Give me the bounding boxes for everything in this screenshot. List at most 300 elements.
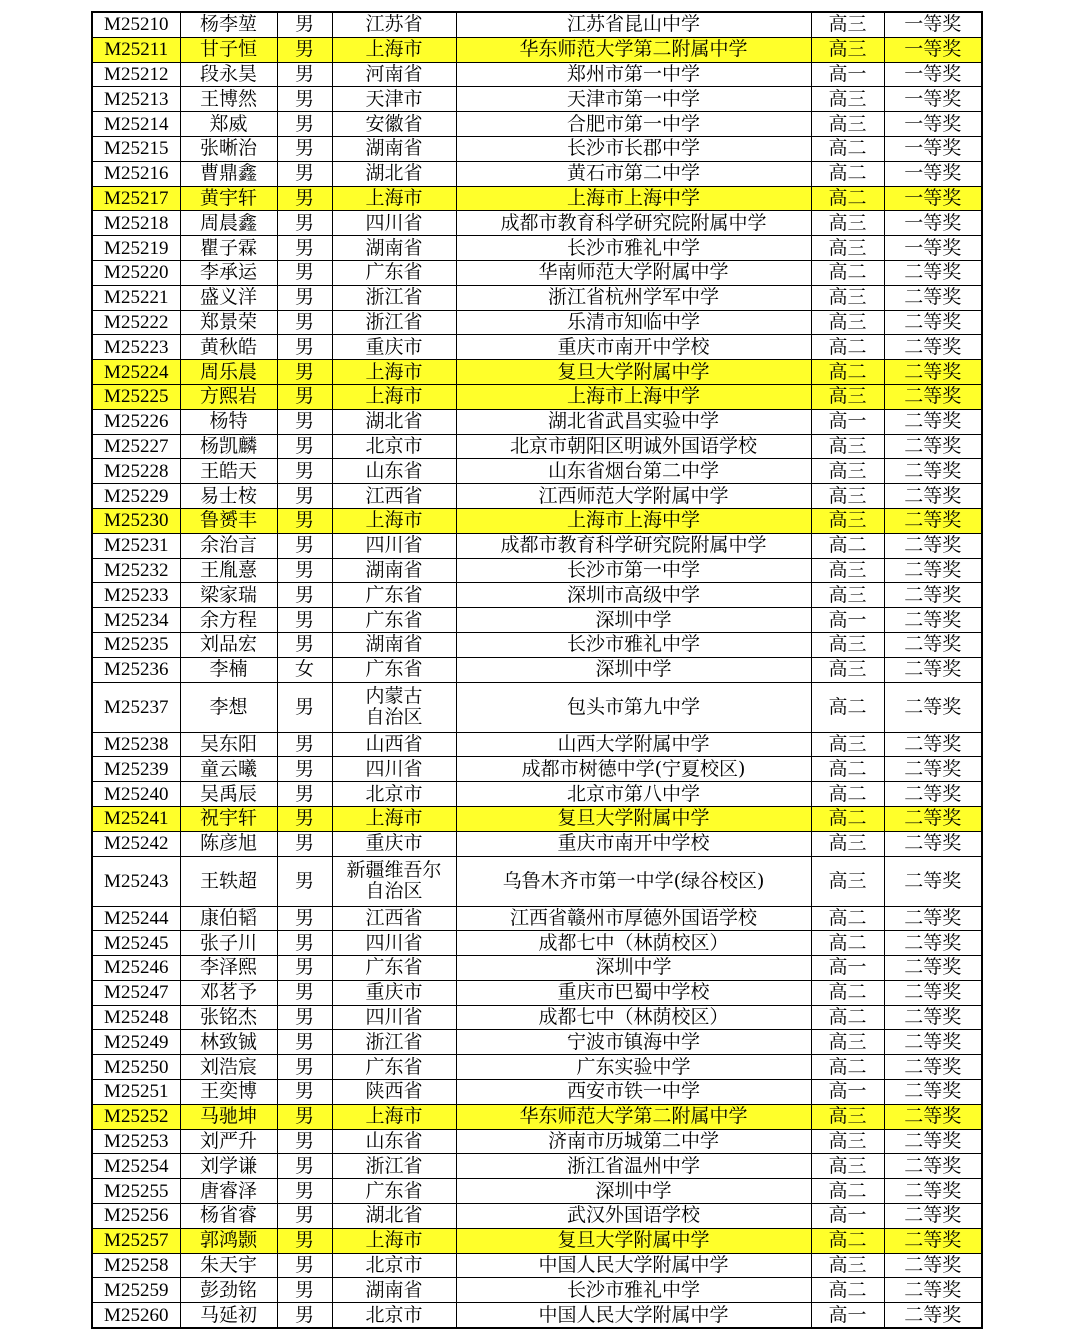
school-cell: 西安市铁一中学 — [456, 1080, 811, 1105]
school-cell: 深圳市高级中学 — [456, 583, 811, 608]
grade-cell: 高二 — [811, 1055, 884, 1080]
award-cell: 二等奖 — [884, 1278, 982, 1303]
student-id-cell: M25220 — [92, 260, 180, 285]
student-name-cell: 方熙岩 — [180, 384, 277, 409]
student-name-cell: 刘浩宸 — [180, 1055, 277, 1080]
student-name-cell: 段永昊 — [180, 62, 277, 87]
student-id-cell: M25228 — [92, 459, 180, 484]
award-cell: 二等奖 — [884, 657, 982, 682]
grade-cell: 高二 — [811, 1228, 884, 1253]
grade-cell: 高三 — [811, 1253, 884, 1278]
student-name-cell: 甘子恒 — [180, 37, 277, 62]
school-cell: 上海市上海中学 — [456, 384, 811, 409]
grade-cell: 高二 — [811, 806, 884, 831]
gender-cell: 男 — [277, 360, 332, 385]
student-id-cell: M25210 — [92, 12, 180, 37]
student-id-cell: M25229 — [92, 484, 180, 509]
gender-cell: 男 — [277, 310, 332, 335]
student-id-cell: M25219 — [92, 236, 180, 261]
grade-cell: 高三 — [811, 112, 884, 137]
student-name-cell: 童云曦 — [180, 757, 277, 782]
province-cell: 重庆市 — [332, 831, 456, 856]
award-cell: 二等奖 — [884, 285, 982, 310]
school-cell: 江苏省昆山中学 — [456, 12, 811, 37]
province-cell — [332, 682, 456, 732]
province-cell: 浙江省 — [332, 1154, 456, 1179]
grade-cell: 高三 — [811, 236, 884, 261]
table-row — [92, 136, 982, 161]
gender-cell: 男 — [277, 956, 332, 981]
student-id-cell: M25260 — [92, 1303, 180, 1328]
grade-cell: 高二 — [811, 782, 884, 807]
table-row — [92, 62, 982, 87]
school-cell: 成都七中（林荫校区） — [456, 1005, 811, 1030]
school-cell: 长沙市雅礼中学 — [456, 1278, 811, 1303]
grade-cell: 高三 — [811, 856, 884, 906]
table-row — [92, 931, 982, 956]
table-row — [92, 856, 982, 906]
table-row — [92, 409, 982, 434]
student-name-cell: 盛义洋 — [180, 285, 277, 310]
province-line: 新疆维吾尔 — [346, 859, 442, 881]
gender-cell: 男 — [277, 285, 332, 310]
school-cell: 北京市朝阳区明诚外国语学校 — [456, 434, 811, 459]
student-id-cell: M25239 — [92, 757, 180, 782]
student-id-cell: M25240 — [92, 782, 180, 807]
gender-cell: 男 — [277, 434, 332, 459]
student-name-cell: 瞿子霖 — [180, 236, 277, 261]
table-row — [92, 1104, 982, 1129]
table-row — [92, 831, 982, 856]
student-name-cell: 杨省睿 — [180, 1204, 277, 1229]
gender-cell: 男 — [277, 1154, 332, 1179]
province-cell: 四川省 — [332, 211, 456, 236]
school-cell: 中国人民大学附属中学 — [456, 1253, 811, 1278]
grade-cell: 高一 — [811, 409, 884, 434]
school-cell: 华南师范大学附属中学 — [456, 260, 811, 285]
table-row — [92, 186, 982, 211]
student-name-cell: 杨凯麟 — [180, 434, 277, 459]
province-cell: 重庆市 — [332, 335, 456, 360]
table-row — [92, 906, 982, 931]
student-id-cell: M25216 — [92, 161, 180, 186]
student-name-cell: 李承运 — [180, 260, 277, 285]
gender-cell: 男 — [277, 1179, 332, 1204]
student-name-cell: 鲁赟丰 — [180, 508, 277, 533]
province-cell: 广东省 — [332, 657, 456, 682]
student-name-cell: 杨李堃 — [180, 12, 277, 37]
student-id-cell: M25253 — [92, 1129, 180, 1154]
grade-cell: 高一 — [811, 956, 884, 981]
province-cell: 广东省 — [332, 260, 456, 285]
award-cell: 二等奖 — [884, 831, 982, 856]
school-cell: 宁波市镇海中学 — [456, 1030, 811, 1055]
school-cell: 湖北省武昌实验中学 — [456, 409, 811, 434]
grade-cell: 高二 — [811, 186, 884, 211]
grade-cell: 高三 — [811, 583, 884, 608]
gender-cell: 男 — [277, 1129, 332, 1154]
province-cell: 北京市 — [332, 782, 456, 807]
student-id-cell: M25223 — [92, 335, 180, 360]
award-cell: 二等奖 — [884, 1179, 982, 1204]
student-id-cell: M25248 — [92, 1005, 180, 1030]
award-cell: 一等奖 — [884, 37, 982, 62]
gender-cell: 男 — [277, 186, 332, 211]
gender-cell: 男 — [277, 682, 332, 732]
province-cell: 四川省 — [332, 533, 456, 558]
grade-cell: 高一 — [811, 1204, 884, 1229]
province-cell: 天津市 — [332, 87, 456, 112]
gender-cell: 男 — [277, 632, 332, 657]
school-cell: 中国人民大学附属中学 — [456, 1303, 811, 1328]
grade-cell: 高一 — [811, 1303, 884, 1328]
student-name-cell: 曹鼎鑫 — [180, 161, 277, 186]
province-cell: 广东省 — [332, 956, 456, 981]
award-cell: 一等奖 — [884, 211, 982, 236]
award-cell: 二等奖 — [884, 1080, 982, 1105]
student-name-cell: 李楠 — [180, 657, 277, 682]
table-row — [92, 285, 982, 310]
gender-cell: 男 — [277, 37, 332, 62]
province-cell: 湖北省 — [332, 1204, 456, 1229]
award-cell: 一等奖 — [884, 136, 982, 161]
grade-cell: 高三 — [811, 831, 884, 856]
table-row — [92, 508, 982, 533]
student-name-cell: 刘学谦 — [180, 1154, 277, 1179]
student-id-cell: M25250 — [92, 1055, 180, 1080]
table-row — [92, 434, 982, 459]
award-cell: 二等奖 — [884, 310, 982, 335]
province-cell: 浙江省 — [332, 310, 456, 335]
student-name-cell: 彭劲铭 — [180, 1278, 277, 1303]
province-cell: 北京市 — [332, 434, 456, 459]
province-cell: 上海市 — [332, 37, 456, 62]
table-row — [92, 732, 982, 757]
grade-cell: 高三 — [811, 459, 884, 484]
province-cell: 湖北省 — [332, 161, 456, 186]
gender-cell: 男 — [277, 583, 332, 608]
table-row — [92, 112, 982, 137]
table-row — [92, 558, 982, 583]
gender-cell: 男 — [277, 608, 332, 633]
table-row — [92, 87, 982, 112]
grade-cell: 高三 — [811, 484, 884, 509]
gender-cell: 男 — [277, 1228, 332, 1253]
gender-cell: 男 — [277, 931, 332, 956]
school-cell: 郑州市第一中学 — [456, 62, 811, 87]
student-name-cell: 余治言 — [180, 533, 277, 558]
gender-cell: 男 — [277, 484, 332, 509]
school-cell: 合肥市第一中学 — [456, 112, 811, 137]
student-id-cell: M25225 — [92, 384, 180, 409]
gender-cell: 男 — [277, 384, 332, 409]
gender-cell: 男 — [277, 1253, 332, 1278]
gender-cell: 男 — [277, 1204, 332, 1229]
award-cell: 一等奖 — [884, 87, 982, 112]
school-cell: 成都市教育科学研究院附属中学 — [456, 533, 811, 558]
province-cell: 湖南省 — [332, 236, 456, 261]
student-id-cell: M25221 — [92, 285, 180, 310]
school-cell: 江西师范大学附属中学 — [456, 484, 811, 509]
student-id-cell: M25251 — [92, 1080, 180, 1105]
table-body — [92, 12, 982, 1328]
gender-cell: 男 — [277, 62, 332, 87]
award-cell: 一等奖 — [884, 62, 982, 87]
province-cell: 江西省 — [332, 906, 456, 931]
student-name-cell: 余方程 — [180, 608, 277, 633]
school-cell: 重庆市南开中学校 — [456, 831, 811, 856]
student-name-cell: 陈彦旭 — [180, 831, 277, 856]
school-cell: 深圳中学 — [456, 956, 811, 981]
award-cell: 二等奖 — [884, 856, 982, 906]
grade-cell: 高三 — [811, 508, 884, 533]
school-cell: 江西省赣州市厚德外国语学校 — [456, 906, 811, 931]
student-id-cell: M25256 — [92, 1204, 180, 1229]
student-name-cell: 朱天宇 — [180, 1253, 277, 1278]
table-row — [92, 484, 982, 509]
province-cell: 广东省 — [332, 1179, 456, 1204]
table-row — [92, 1278, 982, 1303]
student-name-cell: 祝宇轩 — [180, 806, 277, 831]
grade-cell: 高三 — [811, 384, 884, 409]
student-id-cell: M25232 — [92, 558, 180, 583]
grade-cell: 高二 — [811, 1179, 884, 1204]
student-name-cell: 邓茗予 — [180, 980, 277, 1005]
school-cell: 广东实验中学 — [456, 1055, 811, 1080]
student-id-cell: M25224 — [92, 360, 180, 385]
award-cell: 二等奖 — [884, 1055, 982, 1080]
grade-cell: 高一 — [811, 62, 884, 87]
award-cell: 二等奖 — [884, 434, 982, 459]
table-row — [92, 1179, 982, 1204]
award-cell: 二等奖 — [884, 409, 982, 434]
award-cell: 二等奖 — [884, 1228, 982, 1253]
table-row — [92, 1055, 982, 1080]
student-id-cell: M25211 — [92, 37, 180, 62]
student-id-cell: M25233 — [92, 583, 180, 608]
school-cell: 乐清市知临中学 — [456, 310, 811, 335]
table-row — [92, 806, 982, 831]
table-row — [92, 1080, 982, 1105]
student-name-cell: 吴禹辰 — [180, 782, 277, 807]
province-cell: 重庆市 — [332, 980, 456, 1005]
province-cell: 山西省 — [332, 732, 456, 757]
student-name-cell: 王轶超 — [180, 856, 277, 906]
student-id-cell: M25212 — [92, 62, 180, 87]
student-id-cell: M25217 — [92, 186, 180, 211]
gender-cell: 男 — [277, 136, 332, 161]
school-cell: 长沙市雅礼中学 — [456, 236, 811, 261]
award-cell: 二等奖 — [884, 980, 982, 1005]
student-id-cell: M25222 — [92, 310, 180, 335]
gender-cell: 男 — [277, 856, 332, 906]
table-row — [92, 632, 982, 657]
student-name-cell: 王博然 — [180, 87, 277, 112]
student-id-cell: M25230 — [92, 508, 180, 533]
gender-cell: 男 — [277, 161, 332, 186]
grade-cell: 高二 — [811, 682, 884, 732]
grade-cell: 高三 — [811, 657, 884, 682]
school-cell: 天津市第一中学 — [456, 87, 811, 112]
table-row — [92, 1228, 982, 1253]
grade-cell: 高一 — [811, 608, 884, 633]
award-cell: 二等奖 — [884, 682, 982, 732]
province-cell: 江苏省 — [332, 12, 456, 37]
province-cell: 北京市 — [332, 1253, 456, 1278]
school-cell: 包头市第九中学 — [456, 682, 811, 732]
award-cell: 二等奖 — [884, 931, 982, 956]
award-cell: 二等奖 — [884, 1154, 982, 1179]
school-cell: 成都市教育科学研究院附属中学 — [456, 211, 811, 236]
award-cell: 二等奖 — [884, 608, 982, 633]
province-cell: 上海市 — [332, 806, 456, 831]
table-row — [92, 980, 982, 1005]
table-row — [92, 757, 982, 782]
table-row — [92, 161, 982, 186]
province-cell: 广东省 — [332, 1055, 456, 1080]
gender-cell: 男 — [277, 1080, 332, 1105]
school-cell: 成都市树德中学(宁夏校区) — [456, 757, 811, 782]
award-cell: 一等奖 — [884, 236, 982, 261]
student-name-cell: 马驰坤 — [180, 1104, 277, 1129]
table-row — [92, 1204, 982, 1229]
table-row — [92, 782, 982, 807]
student-id-cell: M25254 — [92, 1154, 180, 1179]
student-name-cell: 李泽熙 — [180, 956, 277, 981]
province-cell: 安徽省 — [332, 112, 456, 137]
student-name-cell: 吴东阳 — [180, 732, 277, 757]
school-cell: 山东省烟台第二中学 — [456, 459, 811, 484]
school-cell: 深圳中学 — [456, 1179, 811, 1204]
gender-cell: 男 — [277, 782, 332, 807]
province-cell: 湖南省 — [332, 1278, 456, 1303]
student-name-cell: 林致铖 — [180, 1030, 277, 1055]
student-id-cell: M25245 — [92, 931, 180, 956]
province-line: 自治区 — [365, 706, 423, 729]
grade-cell: 高二 — [811, 906, 884, 931]
province-cell: 湖北省 — [332, 409, 456, 434]
grade-cell: 高三 — [811, 310, 884, 335]
student-name-cell: 康伯韬 — [180, 906, 277, 931]
student-id-cell: M25244 — [92, 906, 180, 931]
province-cell: 上海市 — [332, 1228, 456, 1253]
award-cell: 二等奖 — [884, 1005, 982, 1030]
student-id-cell: M25238 — [92, 732, 180, 757]
school-cell: 上海市上海中学 — [456, 186, 811, 211]
table-row — [92, 211, 982, 236]
award-cell: 二等奖 — [884, 906, 982, 931]
province-cell: 四川省 — [332, 931, 456, 956]
student-id-cell: M25249 — [92, 1030, 180, 1055]
student-id-cell: M25215 — [92, 136, 180, 161]
table-row — [92, 1303, 982, 1328]
results-table — [91, 11, 983, 1329]
grade-cell: 高二 — [811, 360, 884, 385]
student-name-cell: 黄宇轩 — [180, 186, 277, 211]
award-cell: 二等奖 — [884, 484, 982, 509]
award-cell: 二等奖 — [884, 632, 982, 657]
grade-cell: 高二 — [811, 335, 884, 360]
table-row — [92, 236, 982, 261]
grade-cell: 高三 — [811, 1154, 884, 1179]
student-name-cell: 杨特 — [180, 409, 277, 434]
student-id-cell: M25213 — [92, 87, 180, 112]
award-cell: 二等奖 — [884, 732, 982, 757]
school-cell: 黄石市第二中学 — [456, 161, 811, 186]
award-cell: 二等奖 — [884, 1104, 982, 1129]
province-cell: 广东省 — [332, 608, 456, 633]
award-cell: 二等奖 — [884, 508, 982, 533]
school-cell: 复旦大学附属中学 — [456, 1228, 811, 1253]
province-cell: 湖南省 — [332, 136, 456, 161]
award-cell: 二等奖 — [884, 335, 982, 360]
grade-cell: 高二 — [811, 533, 884, 558]
gender-cell: 男 — [277, 1303, 332, 1328]
grade-cell: 高三 — [811, 285, 884, 310]
school-cell: 重庆市巴蜀中学校 — [456, 980, 811, 1005]
school-cell: 上海市上海中学 — [456, 508, 811, 533]
grade-cell: 高三 — [811, 434, 884, 459]
student-id-cell: M25218 — [92, 211, 180, 236]
grade-cell: 高三 — [811, 211, 884, 236]
student-name-cell: 王奕博 — [180, 1080, 277, 1105]
gender-cell: 男 — [277, 757, 332, 782]
award-cell: 二等奖 — [884, 956, 982, 981]
table-row — [92, 1005, 982, 1030]
province-cell: 广东省 — [332, 583, 456, 608]
table-row — [92, 12, 982, 37]
award-cell: 二等奖 — [884, 1204, 982, 1229]
grade-cell: 高二 — [811, 260, 884, 285]
award-cell: 二等奖 — [884, 533, 982, 558]
table-row — [92, 1253, 982, 1278]
school-cell: 复旦大学附属中学 — [456, 360, 811, 385]
table-row — [92, 335, 982, 360]
school-cell: 浙江省温州中学 — [456, 1154, 811, 1179]
school-cell: 武汉外国语学校 — [456, 1204, 811, 1229]
student-name-cell: 梁家瑞 — [180, 583, 277, 608]
gender-cell: 男 — [277, 732, 332, 757]
province-cell: 湖南省 — [332, 558, 456, 583]
student-name-cell: 唐睿泽 — [180, 1179, 277, 1204]
gender-cell: 男 — [277, 1055, 332, 1080]
student-id-cell: M25243 — [92, 856, 180, 906]
grade-cell: 高三 — [811, 12, 884, 37]
grade-cell: 高三 — [811, 732, 884, 757]
grade-cell: 高三 — [811, 558, 884, 583]
table-row — [92, 608, 982, 633]
table-row — [92, 360, 982, 385]
province-line: 内蒙古 — [365, 685, 423, 708]
table-row — [92, 1030, 982, 1055]
award-cell: 二等奖 — [884, 1253, 982, 1278]
student-name-cell: 黄秋皓 — [180, 335, 277, 360]
table-row — [92, 1129, 982, 1154]
grade-cell: 高二 — [811, 136, 884, 161]
student-name-cell: 周乐晨 — [180, 360, 277, 385]
student-name-cell: 王胤憙 — [180, 558, 277, 583]
student-id-cell: M25242 — [92, 831, 180, 856]
student-name-cell: 马延初 — [180, 1303, 277, 1328]
gender-cell: 男 — [277, 12, 332, 37]
student-name-cell: 李想 — [180, 682, 277, 732]
school-cell: 长沙市长郡中学 — [456, 136, 811, 161]
province-cell: 上海市 — [332, 186, 456, 211]
student-id-cell: M25236 — [92, 657, 180, 682]
gender-cell: 男 — [277, 806, 332, 831]
grade-cell: 高三 — [811, 37, 884, 62]
gender-cell: 男 — [277, 236, 332, 261]
